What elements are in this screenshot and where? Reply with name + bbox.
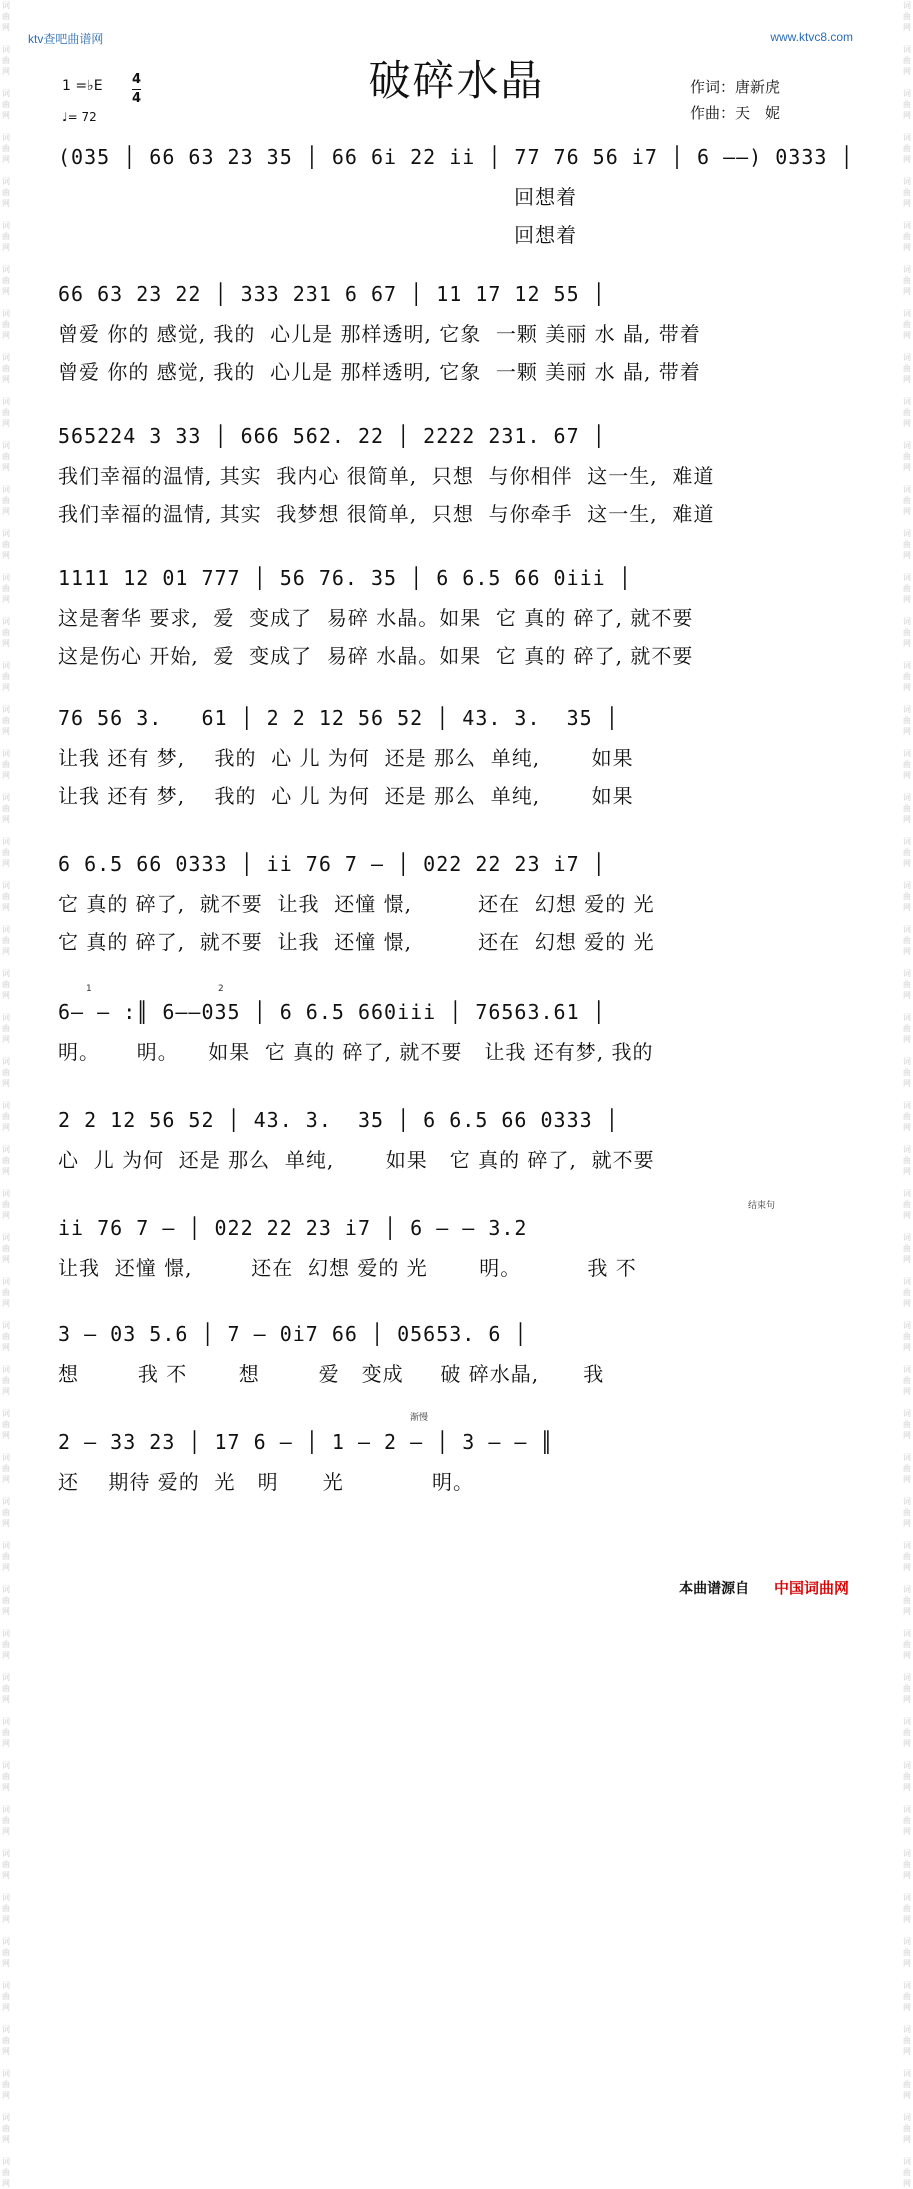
lyric-verse-1: 还 期待 爱的 光 明 光 明。 xyxy=(58,1470,475,1494)
site-url-right[interactable]: www.ktvc8.com xyxy=(770,30,853,44)
notes: 3 — 03 5.6 │ 7 — 0i7 66 │ 05653. 6 │ xyxy=(58,1322,528,1346)
lyric-verse-1: 心 儿 为何 还是 那么 单纯, 如果 它 真的 碎了, 就不要 xyxy=(58,1148,655,1172)
ending-label: 结束句 xyxy=(748,1201,776,1211)
notes: 6— — :║ 6——035 │ 6 6.5 660iii │ 76563.61 │ xyxy=(58,1000,606,1024)
song-title: 破碎水晶 xyxy=(368,56,545,105)
lyric-verse-1: 回想着 xyxy=(58,185,578,209)
time-signature: 4 4 xyxy=(132,72,142,106)
credits xyxy=(690,74,780,126)
composer: 作曲：天 妮 xyxy=(690,104,781,122)
notes: 66 63 23 22 │ 333 231 6 67 │ 11 17 12 55 │ xyxy=(58,282,606,306)
lyric-verse-1: 让我 还有 梦, 我的 心 儿 为何 还是 那么 单纯, 如果 xyxy=(58,746,634,770)
notes: ii 76 7 — │ 022 22 23 i7 │ 6 — — 3.2 xyxy=(58,1216,528,1240)
key-signature: 1 =♭E xyxy=(62,78,103,94)
lyric-verse-1: 这是奢华 要求, 爱 变成了 易碎 水晶。如果 它 真的 碎了, 就不要 xyxy=(58,606,694,630)
lyric-verse-2: 它 真的 碎了, 就不要 让我 还憧 憬, 还在 幻想 爱的 光 xyxy=(58,930,655,954)
lyric-verse-1: 明。 明。 如果 它 真的 碎了, 就不要 让我 还有梦, 我的 xyxy=(58,1040,654,1064)
lyric-verse-1: 曾爱 你的 感觉, 我的 心儿是 那样透明, 它象 一颗 美丽 水 晶, 带着 xyxy=(58,322,701,346)
lyric-verse-2: 回想着 xyxy=(58,223,578,247)
lyric-verse-2: 让我 还有 梦, 我的 心 儿 为何 还是 那么 单纯, 如果 xyxy=(58,784,634,808)
lyric-verse-1: 它 真的 碎了, 就不要 让我 还憧 憬, 还在 幻想 爱的 光 xyxy=(58,892,655,916)
notes: 565224 3 33 │ 666 562. 22 │ 2222 231. 67 │ xyxy=(58,424,606,448)
lyric-verse-2: 曾爱 你的 感觉, 我的 心儿是 那样透明, 它象 一颗 美丽 水 晶, 带着 xyxy=(58,360,701,384)
volta-1: 1 xyxy=(86,984,92,994)
volta-2: 2 xyxy=(218,984,224,994)
lyric-verse-1: 让我 还憧 憬, 还在 幻想 爱的 光 明。 我 不 xyxy=(58,1256,637,1280)
footer xyxy=(679,1577,849,1598)
notes: 1111 12 01 777 │ 56 76. 35 │ 6 6.5 66 0iii │ xyxy=(58,566,632,590)
notes: (035 │ 66 63 23 35 │ 66 6i 22 ii │ 77 76 56 i7 │ 6 ——) 0333 │ xyxy=(58,145,854,169)
lyric-verse-2: 我们幸福的温情, 其实 我梦想 很简单, 只想 与你牵手 这一生, 难道 xyxy=(58,502,715,526)
slow-label: 渐慢 xyxy=(410,1413,429,1423)
watermark-right: 词 曲 网 词 曲 网 词 曲 网 词 曲 网 词 曲 网 词 曲 网 词 曲 网 词 曲 网 词 曲 网 词 曲 网 词 曲 网 词 曲 网 词 曲 网 词 曲 网 词 曲 网 词 曲 网 词 曲 网 词 曲 网 词 曲 网 词 曲 网 词 曲 网 词 曲 网 词 曲 网 词 曲 网 词 曲 网 词 曲 网 词 曲 网 词 曲 网 词 曲 网 词 曲 网 词 曲 网 词 曲 网 词 曲 网 词 曲 网 词 曲 网 词 曲 网 词 曲 网 词 曲 网 词 曲 网 词 曲 网 词 曲 网 词 曲 网 词 曲 网 词 曲 网 词 曲 网 词 曲 网 词 曲 网 词 曲 网 词 曲 网 词 曲 网 xyxy=(903,1,911,2188)
watermark-left: 词 曲 网 词 曲 网 词 曲 网 词 曲 网 词 曲 网 词 曲 网 词 曲 网 词 曲 网 词 曲 网 词 曲 网 词 曲 网 词 曲 网 词 曲 网 词 曲 网 词 曲 网 词 曲 网 词 曲 网 词 曲 网 词 曲 网 词 曲 网 词 曲 网 词 曲 网 词 曲 网 词 曲 网 词 曲 网 词 曲 网 词 曲 网 词 曲 网 词 曲 网 词 曲 网 词 曲 网 词 曲 网 词 曲 网 词 曲 网 词 曲 网 词 曲 网 词 曲 网 词 曲 网 词 曲 网 词 曲 网 词 曲 网 词 曲 网 词 曲 网 词 曲 网 词 曲 网 词 曲 网 词 曲 网 词 曲 网 词 曲 网 词 曲 网 xyxy=(2,1,10,2188)
lyric-verse-1: 我们幸福的温情, 其实 我内心 很简单, 只想 与你相伴 这一生, 难道 xyxy=(58,464,715,488)
notes: 6 6.5 66 0333 │ ii 76 7 — │ 022 22 23 i7 │ xyxy=(58,852,606,876)
site-name-left: ktv查吧曲谱网 xyxy=(28,32,104,46)
notes: 2 — 33 23 │ 17 6 — │ 1 — 2 — │ 3 — — ║ xyxy=(58,1430,554,1454)
notes: 2 2 12 56 52 │ 43. 3. 35 │ 6 6.5 66 0333 │ xyxy=(58,1108,619,1132)
source-label: 本曲谱源自 xyxy=(679,1581,750,1597)
tempo-mark: ♩= 72 xyxy=(62,110,97,124)
lyric-verse-2: 这是伤心 开始, 爱 变成了 易碎 水晶。如果 它 真的 碎了, 就不要 xyxy=(58,644,694,668)
lyric-verse-1: 想 我 不 想 爱 变成 破 碎水晶, 我 xyxy=(58,1362,605,1386)
brand-link[interactable]: 中国词曲网 xyxy=(773,1579,849,1597)
lyricist: 作词：唐新虎 xyxy=(690,78,781,96)
notes: 76 56 3. 61 │ 2 2 12 56 52 │ 43. 3. 35 │ xyxy=(58,706,619,730)
